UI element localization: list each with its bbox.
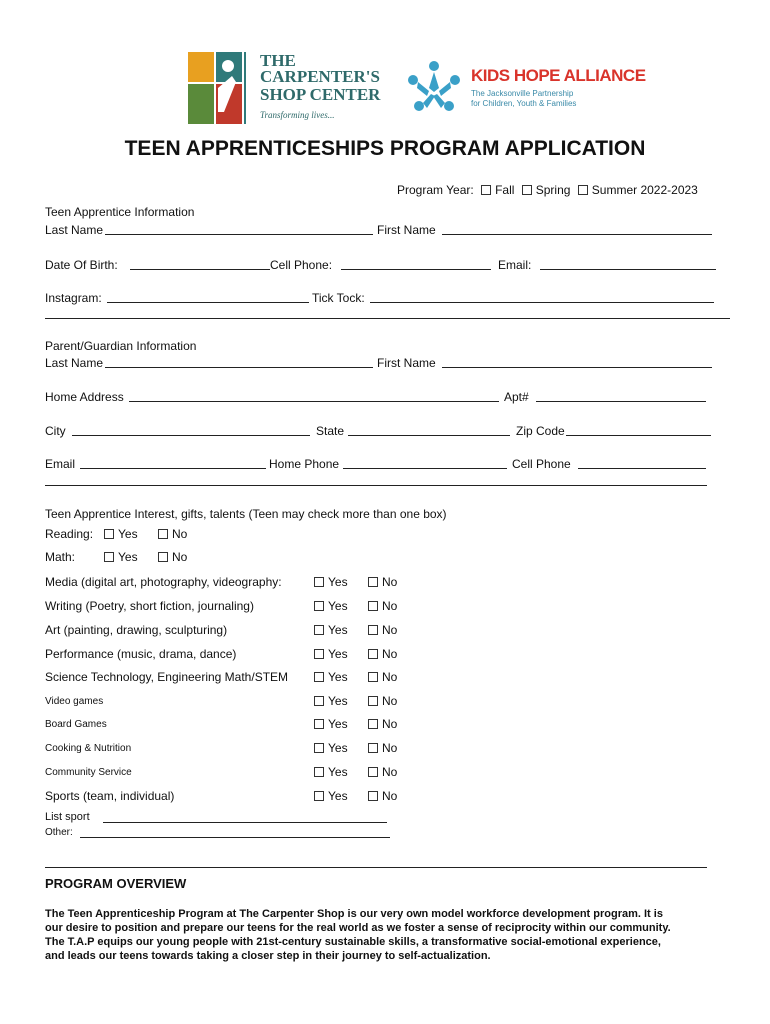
board-games-yes-checkbox[interactable] (314, 719, 324, 729)
community-service-no-checkbox[interactable] (368, 767, 378, 777)
yes-label: Yes (328, 647, 348, 661)
sports-no-checkbox[interactable] (368, 791, 378, 801)
other-field[interactable] (80, 837, 390, 838)
org1-name-line1: THE (260, 51, 296, 70)
city-field[interactable] (72, 435, 310, 436)
kids-hope-alliance-logo (403, 58, 646, 120)
video-games-no-checkbox[interactable] (368, 696, 378, 706)
carpenters-shop-logo (188, 52, 388, 126)
interest-sports-label: Sports (team, individual) (45, 789, 175, 803)
teen-last-name-label: Last Name (45, 223, 104, 237)
parent-last-name-label: Last Name (45, 356, 104, 370)
teen-info-heading: Teen Apprentice Information (45, 205, 195, 219)
interest-art-label: Art (painting, drawing, sculpturing) (45, 623, 228, 637)
performance-no-checkbox[interactable] (368, 649, 378, 659)
overview-line-1: The Teen Apprenticeship Program at The Carpenter Shop is our very own model workforce development program. It is (45, 908, 663, 920)
performance-yes-checkbox[interactable] (314, 649, 324, 659)
interest-writing-label: Writing (Poetry, short fiction, journaling) (45, 599, 254, 613)
reading-no-checkbox[interactable] (158, 529, 168, 539)
teen-cell-field[interactable] (341, 269, 491, 270)
yes-label: Yes (328, 717, 348, 731)
no-label: No (382, 575, 398, 589)
writing-yes-checkbox[interactable] (314, 601, 324, 611)
no-label: No (382, 647, 398, 661)
yes-label: Yes (328, 575, 348, 589)
teen-ticktock-label: Tick Tock: (312, 291, 365, 305)
parent-email-field[interactable] (80, 468, 266, 469)
list-sport-label: List sport (45, 811, 90, 823)
spring-checkbox[interactable] (522, 185, 532, 195)
stem-no-checkbox[interactable] (368, 672, 378, 682)
org2-subtitle-1: The Jacksonville Partnership (471, 89, 574, 98)
teen-last-name-field[interactable] (105, 234, 373, 235)
no-label: No (382, 741, 398, 755)
apt-field[interactable] (536, 401, 706, 402)
yes-label: Yes (118, 527, 138, 541)
teen-first-name-field[interactable] (442, 234, 712, 235)
yes-label: Yes (328, 694, 348, 708)
org1-name-line3: SHOP CENTER (260, 85, 381, 104)
yes-label: Yes (328, 765, 348, 779)
parent-cell-field[interactable] (578, 468, 706, 469)
yes-label: Yes (328, 741, 348, 755)
interest-board-games-label: Board Games (45, 719, 107, 730)
overview-line-3: The T.A.P equips our young people with 21st-century sustainable skills, a transformative social-emotional experience, (45, 936, 661, 948)
section-divider (45, 485, 707, 486)
interest-cooking-label: Cooking & Nutrition (45, 743, 132, 754)
interest-stem-label: Science Technology, Engineering Math/STEM (45, 670, 289, 684)
no-label: No (382, 717, 398, 731)
no-label: No (382, 670, 398, 684)
video-games-yes-checkbox[interactable] (314, 696, 324, 706)
interest-performance-label: Performance (music, drama, dance) (45, 647, 237, 661)
home-address-field[interactable] (129, 401, 499, 402)
writing-no-checkbox[interactable] (368, 601, 378, 611)
no-label: No (382, 789, 398, 803)
parent-first-name-label: First Name (377, 356, 436, 370)
org1-name-line2: CARPENTER'S (260, 67, 380, 86)
zip-field[interactable] (566, 435, 711, 436)
fall-checkbox[interactable] (481, 185, 491, 195)
teen-cell-label: Cell Phone: (270, 258, 333, 272)
summer-checkbox[interactable] (578, 185, 588, 195)
yes-label: Yes (328, 623, 348, 637)
art-yes-checkbox[interactable] (314, 625, 324, 635)
interest-video-games-label: Video games (45, 696, 104, 707)
yes-label: Yes (328, 599, 348, 613)
carpenters-shop-logo-mark (188, 52, 250, 124)
org2-subtitle-2: for Children, Youth & Families (471, 99, 577, 108)
teen-email-label: Email: (498, 258, 532, 272)
state-label: State (316, 424, 345, 438)
no-label: No (382, 694, 398, 708)
board-games-no-checkbox[interactable] (368, 719, 378, 729)
parent-last-name-field[interactable] (105, 367, 373, 368)
sports-yes-checkbox[interactable] (314, 791, 324, 801)
math-yes-checkbox[interactable] (104, 552, 114, 562)
interests-heading: Teen Apprentice Interest, gifts, talents (Teen may check more than one box) (45, 507, 447, 521)
reading-yes-checkbox[interactable] (104, 529, 114, 539)
overview-line-2: our desire to position and prepare our teens for the real world as we foster a sense of reciprocity within our community. (45, 922, 671, 934)
teen-dob-field[interactable] (130, 269, 270, 270)
no-label: No (172, 527, 188, 541)
section-divider (45, 867, 707, 868)
overview-heading: PROGRAM OVERVIEW (45, 876, 187, 891)
interest-community-service-label: Community Service (45, 767, 132, 778)
teen-ticktock-field[interactable] (370, 302, 714, 303)
spring-label: Spring (535, 183, 571, 197)
parent-first-name-field[interactable] (442, 367, 712, 368)
fall-label: Fall (495, 183, 515, 197)
other-label: Other: (45, 827, 73, 838)
parent-info-heading: Parent/Guardian Information (45, 339, 197, 353)
org1-tagline: Transforming lives... (260, 110, 335, 120)
media-yes-checkbox[interactable] (314, 577, 324, 587)
home-phone-label: Home Phone (269, 457, 340, 471)
yes-label: Yes (328, 670, 348, 684)
program-year-row (397, 183, 698, 197)
stem-yes-checkbox[interactable] (314, 672, 324, 682)
cooking-no-checkbox[interactable] (368, 743, 378, 753)
page-title: TEEN APPRENTICESHIPS PROGRAM APPLICATION (124, 137, 646, 160)
home-phone-field[interactable] (343, 468, 507, 469)
org2-name: KIDS HOPE ALLIANCE (471, 66, 646, 85)
section-divider (45, 318, 730, 319)
math-no-checkbox[interactable] (158, 552, 168, 562)
teen-email-field[interactable] (540, 269, 716, 270)
community-service-yes-checkbox[interactable] (314, 767, 324, 777)
interest-media-label: Media (digital art, photography, videography: (45, 575, 282, 589)
overview-line-4: and leads our teens towards taking a closer step in their journey to self-actualization. (45, 950, 491, 962)
city-label: City (45, 424, 66, 438)
kids-hope-alliance-logo-mark (403, 58, 465, 120)
math-label: Math: (45, 550, 76, 564)
cooking-yes-checkbox[interactable] (314, 743, 324, 753)
teen-dob-label: Date Of Birth: (45, 258, 118, 272)
home-address-label: Home Address (45, 390, 124, 404)
list-sport-field[interactable] (103, 822, 387, 823)
no-label: No (172, 550, 188, 564)
summer-label: Summer 2022-2023 (591, 183, 698, 197)
art-no-checkbox[interactable] (368, 625, 378, 635)
teen-instagram-label: Instagram: (45, 291, 102, 305)
no-label: No (382, 623, 398, 637)
yes-label: Yes (118, 550, 138, 564)
program-year-label: Program Year: (397, 183, 474, 197)
no-label: No (382, 765, 398, 779)
state-field[interactable] (348, 435, 510, 436)
reading-label: Reading: (45, 527, 94, 541)
teen-instagram-field[interactable] (107, 302, 309, 303)
zip-label: Zip Code (516, 424, 565, 438)
yes-label: Yes (328, 789, 348, 803)
media-no-checkbox[interactable] (368, 577, 378, 587)
no-label: No (382, 599, 398, 613)
parent-email-label: Email (45, 457, 76, 471)
apt-label: Apt# (504, 390, 529, 404)
teen-first-name-label: First Name (377, 223, 436, 237)
parent-cell-label: Cell Phone (512, 457, 571, 471)
